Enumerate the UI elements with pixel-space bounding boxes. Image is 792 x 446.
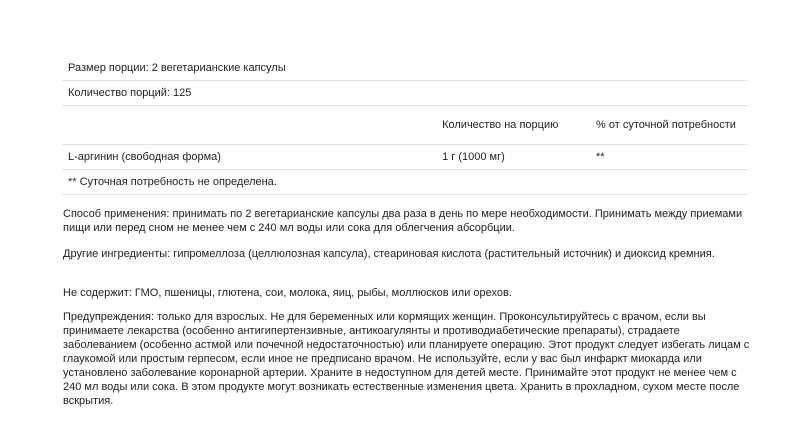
serving-size: Размер порции: 2 вегетарианские капсулы bbox=[62, 56, 748, 81]
ingredient-amount: 1 г (1000 мг) bbox=[436, 145, 590, 170]
servings-per-container: Количество порций: 125 bbox=[62, 81, 748, 106]
table-header-blank bbox=[62, 106, 436, 145]
ingredient-name: L-аргинин (свободная форма) bbox=[62, 145, 436, 170]
header-daily-value: % от суточной потребности bbox=[590, 106, 748, 145]
warnings-text: Предупреждения: только для взрослых. Не для беременных или кормящих женщин. Проконсультируйтесь с врачом, если вы принимаете лекарства (особенно антигипертензивные, антикоагулянты и противодиабетические препараты), страдаете заболеванием (особенно астмой или почечной недостаточностью) или планируете операцию. Этот продукт следует избегать лицам с глаукомой или простым герпесом, если иное не предписано врачом. Не используйте, если у вас был инфаркт миокарда или установлено заболевание коронарной артерии. Храните в недоступном для детей месте. Принимайте этот продукт не менее чем с 240 мл воды или сока. В этом продукте могут возникать естественные изменения цвета. Хранить в прохладном, сухом месте после вскрытия. bbox=[63, 311, 750, 407]
table-row bbox=[62, 81, 748, 106]
ingredient-daily-value: ** bbox=[590, 145, 748, 170]
supplement-facts-table bbox=[62, 56, 748, 195]
table-row bbox=[62, 170, 748, 195]
table-footnote: ** Суточная потребность не определена. bbox=[62, 170, 748, 195]
table-row bbox=[62, 56, 748, 81]
directions-text: Способ применения: принимать по 2 вегетарианские капсулы два раза в день по мере необходимости. Принимать между приемами пищи или перед сном не менее чем с 240 мл воды или сока для облегчения абсорбции. bbox=[63, 208, 743, 234]
table-header-row bbox=[62, 106, 748, 145]
other-ingredients-text: Другие ингредиенты: гипромеллоза (целлюлозная капсула), стеариновая кислота (растительный источник) и диоксид кремния. bbox=[63, 248, 715, 260]
free-of-text: Не содержит: ГМО, пшеницы, глютена, сои, молока, яиц, рыбы, моллюсков или орехов. bbox=[63, 287, 512, 299]
table-row bbox=[62, 145, 748, 170]
header-amount-per-serving: Количество на порцию bbox=[436, 106, 590, 145]
